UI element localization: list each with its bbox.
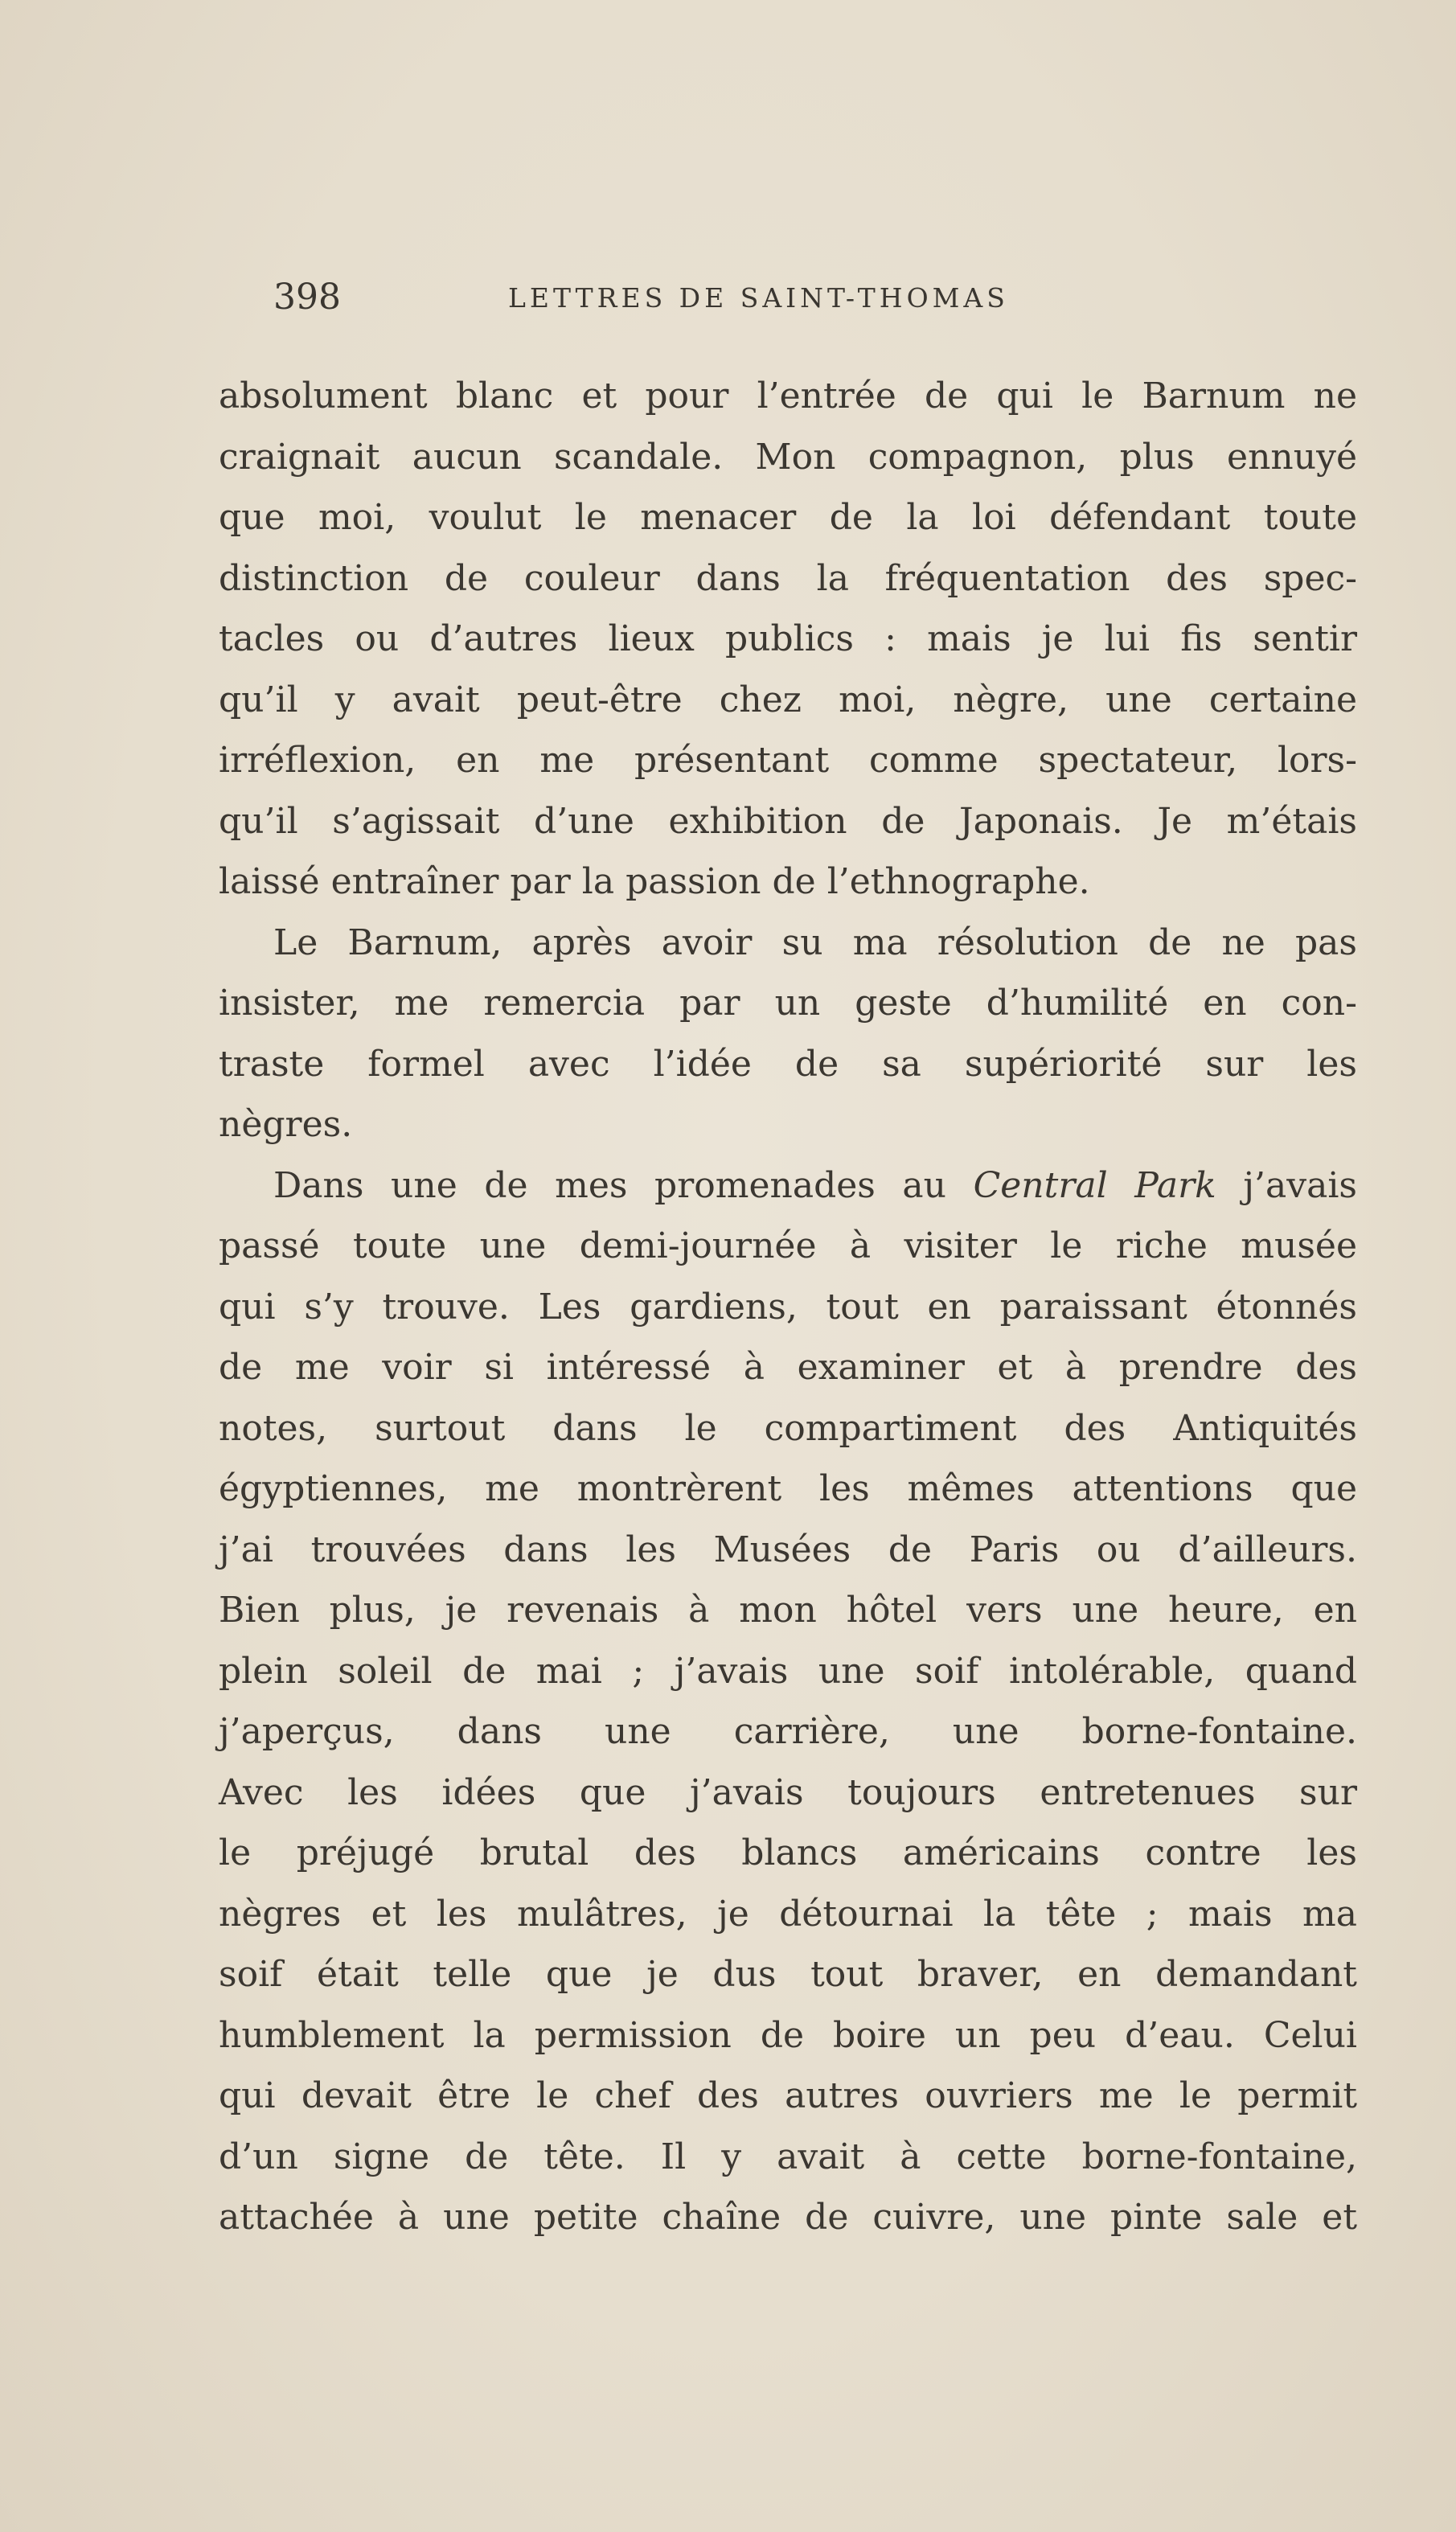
text-line: que moi, voulut le menacer de la loi défendant toute bbox=[219, 497, 1357, 538]
text-line: notes, surtout dans le compartiment des Antiquités bbox=[219, 1407, 1357, 1449]
text-line: insister, me remercia par un geste d’humilité en con- bbox=[219, 983, 1357, 1024]
text-line: distinction de couleur dans la fréquentation des spec- bbox=[219, 557, 1357, 599]
text-line: plein soleil de mai ; j’avais une soif intolérable, quand bbox=[219, 1650, 1357, 1692]
text-line: Avec les idées que j’avais toujours entretenues sur bbox=[219, 1771, 1357, 1813]
body-text bbox=[219, 366, 1357, 2248]
text-line: humblement la permission de boire un peu d’eau. Celui bbox=[219, 2014, 1357, 2056]
text-line: égyptiennes, me montrèrent les mêmes attentions que bbox=[219, 1468, 1357, 1509]
text-line: qui devait être le chef des autres ouvriers me le permit bbox=[219, 2075, 1357, 2116]
text-line: de me voir si intéressé à examiner et à prendre des bbox=[219, 1347, 1357, 1388]
text-line: j’ai trouvées dans les Musées de Paris ou d’ailleurs. bbox=[219, 1529, 1357, 1570]
text-segment: Dans une de mes promenades au bbox=[273, 1164, 974, 1206]
italic-place-name: Central Park bbox=[973, 1164, 1216, 1206]
text-line: j’aperçus, dans une carrière, une borne-fontaine. bbox=[219, 1711, 1357, 1752]
text-line: qui s’y trouve. Les gardiens, tout en paraissant étonnés bbox=[219, 1286, 1357, 1328]
running-head: LETTRES DE SAINT-THOMAS bbox=[508, 282, 1009, 314]
text-line: traste formel avec l’idée de sa supériorité sur les bbox=[219, 1043, 1357, 1085]
text-line: qu’il y avait peut-être chez moi, nègre, une certaine bbox=[219, 679, 1357, 720]
text-line: Le Barnum, après avoir su ma résolution de ne pas bbox=[273, 921, 1357, 963]
text-line: passé toute une demi-journée à visiter le riche musée bbox=[219, 1225, 1357, 1266]
text-line: nègres et les mulâtres, je détournai la tête ; mais ma bbox=[219, 1893, 1357, 1935]
text-line: tacles ou d’autres lieux publics : mais je lui fis sentir bbox=[219, 618, 1357, 659]
page-header bbox=[273, 273, 1190, 322]
text-line: irréflexion, en me présentant comme spectateur, lors- bbox=[219, 740, 1357, 781]
text-line: le préjugé brutal des blancs américains contre les bbox=[219, 1832, 1357, 1873]
text-line: nègres. bbox=[219, 1104, 353, 1145]
text-line: laissé entraîner par la passion de l’ethnographe. bbox=[219, 861, 1090, 902]
text-line: attachée à une petite chaîne de cuivre, une pinte sale et bbox=[219, 2197, 1357, 2238]
text-line: absolument blanc et pour l’entrée de qui le Barnum ne bbox=[219, 375, 1357, 417]
text-line bbox=[219, 1155, 1357, 1217]
text-line: soif était telle que je dus tout braver, en demandant bbox=[219, 1954, 1357, 1995]
page-number: 398 bbox=[273, 277, 341, 318]
text-line: d’un signe de tête. Il y avait à cette borne-fontaine, bbox=[219, 2136, 1357, 2177]
text-segment: j’avais bbox=[1216, 1164, 1358, 1206]
text-line: craignait aucun scandale. Mon compagnon, plus ennuyé bbox=[219, 436, 1357, 478]
text-line: qu’il s’agissait d’une exhibition de Japonais. Je m’étais bbox=[219, 800, 1357, 842]
text-line: Bien plus, je revenais à mon hôtel vers une heure, en bbox=[219, 1590, 1357, 1631]
